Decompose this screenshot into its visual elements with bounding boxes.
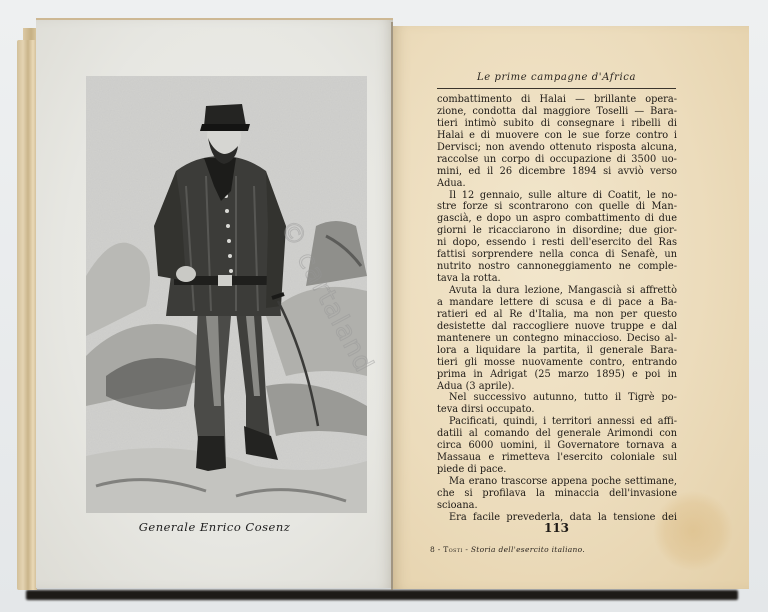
text-line: teva dirsi occupato. [437, 404, 535, 416]
text-line: tieri intimò subito di consegnare i ribelli di [437, 117, 677, 129]
signature-title: Storia dell'esercito italiano. [470, 545, 586, 554]
book-shadow [26, 590, 738, 600]
page-number: 113 [543, 521, 570, 535]
text-line: desistette dal raccogliere nuove truppe e dal [437, 320, 677, 332]
text-line: Nel successivo autunno, tutto il Tigrè po- [449, 392, 677, 404]
text-line: zione, condotta dal maggiore Toselli — Bara- [437, 105, 677, 117]
text-line: prima in Adrigat (25 marzo 1895) e poi in [437, 368, 677, 380]
signature-number: 8 [430, 545, 436, 554]
text-line: Avuta la dura lezione, Mangascià si affrettò [449, 285, 677, 296]
text-line: tieri gli mosse nuovamente contro, entrando [437, 356, 677, 368]
text-line: lora a liquidare la partita, il generale Bara- [437, 344, 677, 356]
text-line: datili al comando del generale Arimondi con [437, 428, 677, 440]
page-stack-edge-outer [17, 40, 37, 590]
text-line: fattisi sorprendere nella conca di Senafè, un [437, 249, 677, 261]
text-line: raccolse un corpo di occupazione di 3500 uo- [437, 153, 677, 165]
text-line: Massaua e rimetteva l'esercito coloniale sul [437, 452, 677, 464]
body-text [437, 94, 677, 524]
text-line: ni dopo, essendo i resti dell'esercito del Ras [437, 237, 677, 249]
text-line: gascià, e dopo un aspro combattimento di due [437, 213, 677, 225]
illustration-caption: Generale Enrico Cosenz [138, 520, 291, 534]
text-line: che si profilava la minaccia dell'invasione [437, 487, 677, 499]
signature-author: Tosti [443, 545, 463, 554]
text-line: piede di pace. [437, 464, 507, 476]
text-line: Dervisci; non avendo ottenuto risposta alcuna, [437, 141, 677, 153]
text-line: circa 6000 uomini, il Governatore tornava a [437, 440, 677, 452]
text-line: Adua. [437, 177, 466, 189]
text-line: Ma erano trascorse appena poche settimane, [449, 476, 677, 487]
text-line: tava la rotta. [437, 273, 501, 285]
text-line: ratieri ed al Re d'Italia, ma non per questo [437, 308, 677, 320]
officer-portrait-icon [86, 76, 367, 513]
engraving-illustration [86, 76, 367, 513]
printer-signature: 8 - Tosti - Storia dell'esercito italiano. [430, 545, 586, 554]
right-page [393, 26, 749, 589]
text-line: Halai e di muovere con le sue forze contro i [437, 129, 677, 141]
text-line: giorni le ricacciarono in disordine; due gior- [437, 225, 677, 237]
text-line: Adua (3 aprile). [437, 380, 515, 392]
text-line: a mandare lettere di scusa e di pace a Ba- [437, 296, 677, 308]
text-line: mini, ed il 26 dicembre 1894 si avviò verso [437, 165, 677, 177]
header-rule [437, 88, 676, 89]
text-line: combattimento di Halai — brillante opera- [437, 94, 677, 105]
text-line: mantenere un contegno minaccioso. Deciso al- [437, 332, 677, 344]
text-line: Era facile prevederla, data la tensione dei [449, 511, 677, 523]
left-page [36, 20, 393, 588]
text-line: stre forze si scontrarono con quelle di Man- [437, 201, 677, 213]
text-line: Il 12 gennaio, sulle alture di Coatit, le no- [449, 189, 677, 201]
text-line: Pacificati, quindi, i territori annessi ed affi- [449, 416, 677, 428]
text-line: nutrito nostro cannoneggiamento ne comple- [437, 261, 677, 273]
text-line: scioana. [437, 499, 478, 511]
running-head: Le prime campagne d'Africa [476, 72, 637, 83]
